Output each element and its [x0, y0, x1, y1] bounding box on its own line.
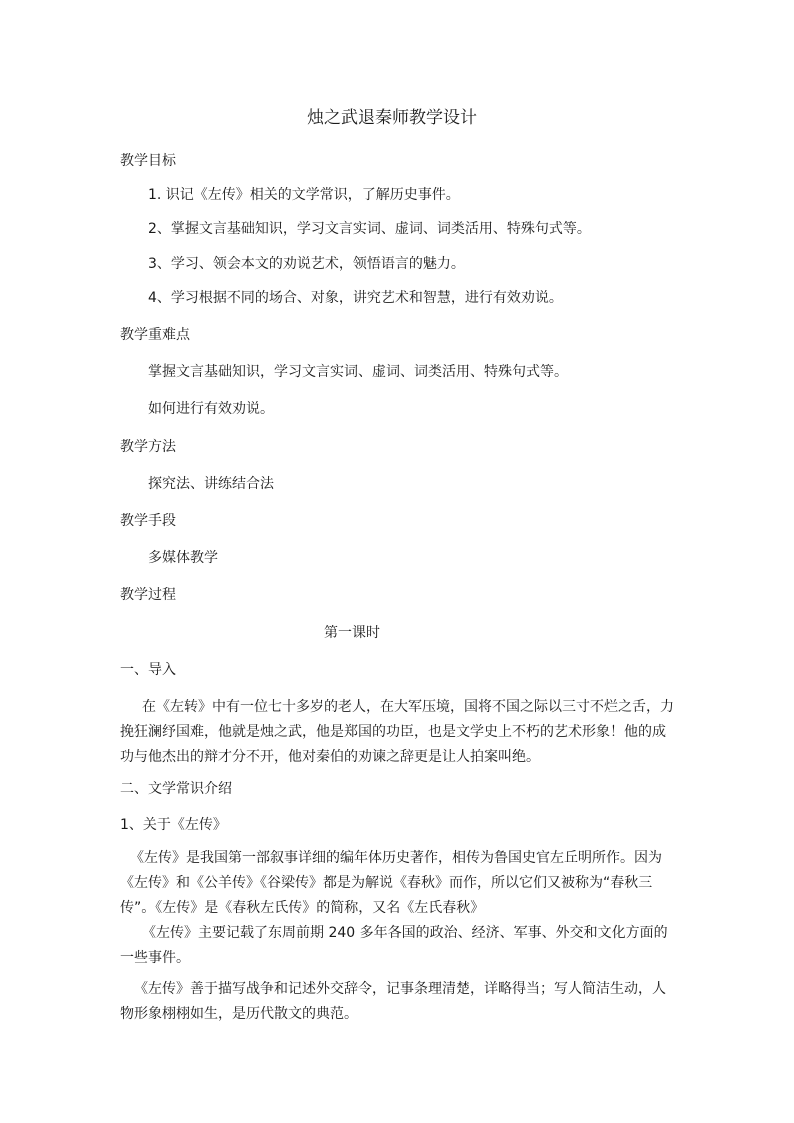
keypoint-2: 如何进行有效劝说。 [148, 401, 274, 417]
objective-2: 2、掌握文言基础知识，学习文言实词、虚词、词类活用、特殊句式等。 [148, 221, 591, 237]
heading-keypoints: 教学重难点 [120, 327, 190, 343]
zuozhuan-paragraph-3: 《左传》善于描写战争和记述外交辞令，记事条理清楚，详略得当；写人简洁生动，人物形象栩栩如生，是历代散文的典范。 [120, 981, 666, 1022]
period-title: 第一课时 [324, 625, 380, 641]
heading-means: 教学手段 [120, 513, 176, 529]
section-intro-heading: 一、导入 [120, 662, 176, 678]
section-literature-heading: 二、文学常识介绍 [120, 781, 232, 797]
heading-methods: 教学方法 [120, 439, 176, 455]
heading-objectives: 教学目标 [120, 153, 176, 169]
heading-process: 教学过程 [120, 587, 176, 603]
objective-1: 1. 识记《左传》相关的文学常识，了解历史事件。 [148, 187, 460, 203]
methods-text: 探究法、讲练结合法 [148, 476, 274, 492]
keypoint-1: 掌握文言基础知识，学习文言实词、虚词、词类活用、特殊句式等。 [148, 364, 568, 380]
objective-3: 3、学习、领会本文的劝说艺术，领悟语言的魅力。 [148, 256, 465, 272]
zuozhuan-paragraph-1: 《左传》是我国第一部叙事详细的编年体历史著作，相传为鲁国史官左丘明所作。因为《左传》和《公羊传》《谷梁传》都是为解说《春秋》而作，所以它们又被称为“春秋三传”。《左传》是《春秋左氏传》的简称，又名《左氏春秋》 [120, 850, 662, 916]
zuozhuan-paragraph-2: 《左传》主要记载了东周前期 240 多年各国的政治、经济、军事、外交和文化方面的一些事件。 [120, 925, 668, 966]
objective-4: 4、学习根据不同的场合、对象，讲究艺术和智慧，进行有效劝说。 [148, 290, 563, 306]
intro-paragraph: 在《左转》中有一位七十多岁的老人，在大军压境，国将不国之际以三寸不烂之舌，力挽狂澜纾国难，他就是烛之武，他是郑国的功臣，也是文学史上不朽的艺术形象！他的成功与他杰出的辩才分不开，他对秦伯的劝谏之辞更是让人拍案叫绝。 [120, 699, 674, 765]
means-text: 多媒体教学 [148, 550, 218, 566]
document-title: 烛之武退秦师教学设计 [307, 108, 477, 128]
subsection-zuozhuan-heading: 1、关于《左传》 [120, 817, 227, 833]
